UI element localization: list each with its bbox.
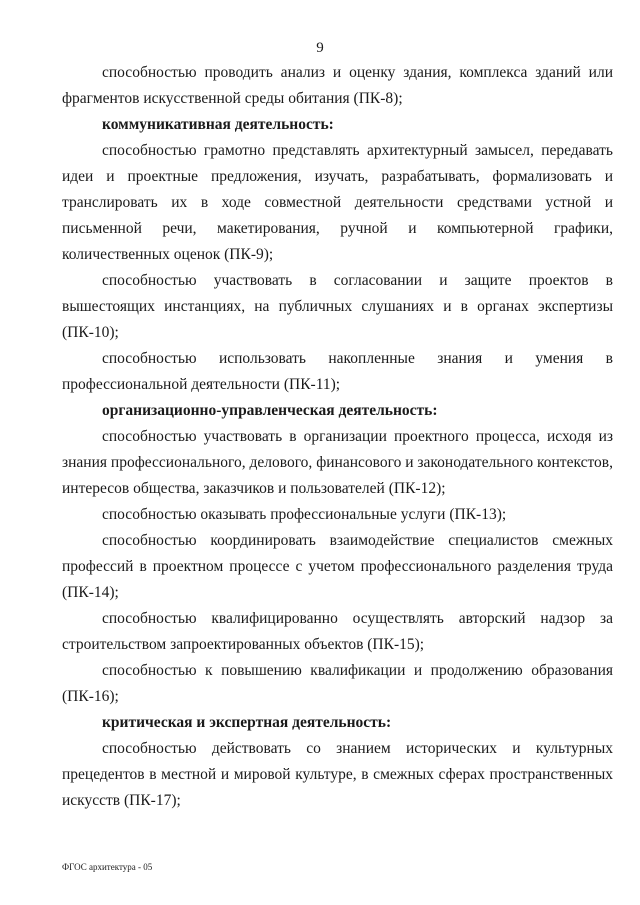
paragraph-pk12: способностью участвовать в организации проектного процесса, исходя из знания профессионального, делового, финансового и законодательного контекстов, интересов общества, заказчиков и пользователей (ПК-12); [62, 428, 613, 497]
page-footer: ФГОС архитектура - 05 [62, 862, 153, 872]
paragraph-pk16: способностью к повышению квалификации и продолжению образования (ПК-16); [62, 662, 613, 705]
paragraph-pk14: способностью координировать взаимодействие специалистов смежных профессий в проектном процессе с учетом профессионального разделения труда (ПК-14); [62, 532, 613, 601]
paragraph-pk10: способностью участвовать в согласовании и защите проектов в вышестоящих инстанциях, на публичных слушаниях и в органах экспертизы (ПК-10); [62, 272, 613, 341]
section-heading-critical: критическая и экспертная деятельность: [102, 714, 392, 731]
document-body [62, 60, 613, 814]
paragraph-pk9: способностью грамотно представлять архитектурный замысел, передавать идеи и проектные предложения, изучать, разрабатывать, формализовать и транслировать их в ходе совместной деятельности средствами устной и письменной речи, макетирования, ручной и компьютерной графики, количественных оценок (ПК-9); [62, 142, 613, 263]
paragraph-pk15: способностью квалифицированно осуществлять авторский надзор за строительством запроектированных объектов (ПК-15); [62, 610, 613, 653]
paragraph-pk17: способностью действовать со знанием исторических и культурных прецедентов в местной и мировой культуре, в смежных сферах пространственных искусств (ПК-17); [62, 740, 613, 809]
paragraph-pk13: способностью оказывать профессиональные услуги (ПК-13); [102, 506, 507, 523]
page-number: 9 [316, 40, 324, 56]
section-heading-organizational: организационно-управленческая деятельность: [102, 402, 438, 419]
paragraph-pk8: способностью проводить анализ и оценку здания, комплекса зданий или фрагментов искусственной среды обитания (ПК-8); [62, 64, 613, 107]
section-heading-communicative: коммуникативная деятельность: [102, 116, 334, 133]
paragraph-pk11: способностью использовать накопленные знания и умения в профессиональной деятельности (ПК-11); [62, 350, 613, 393]
